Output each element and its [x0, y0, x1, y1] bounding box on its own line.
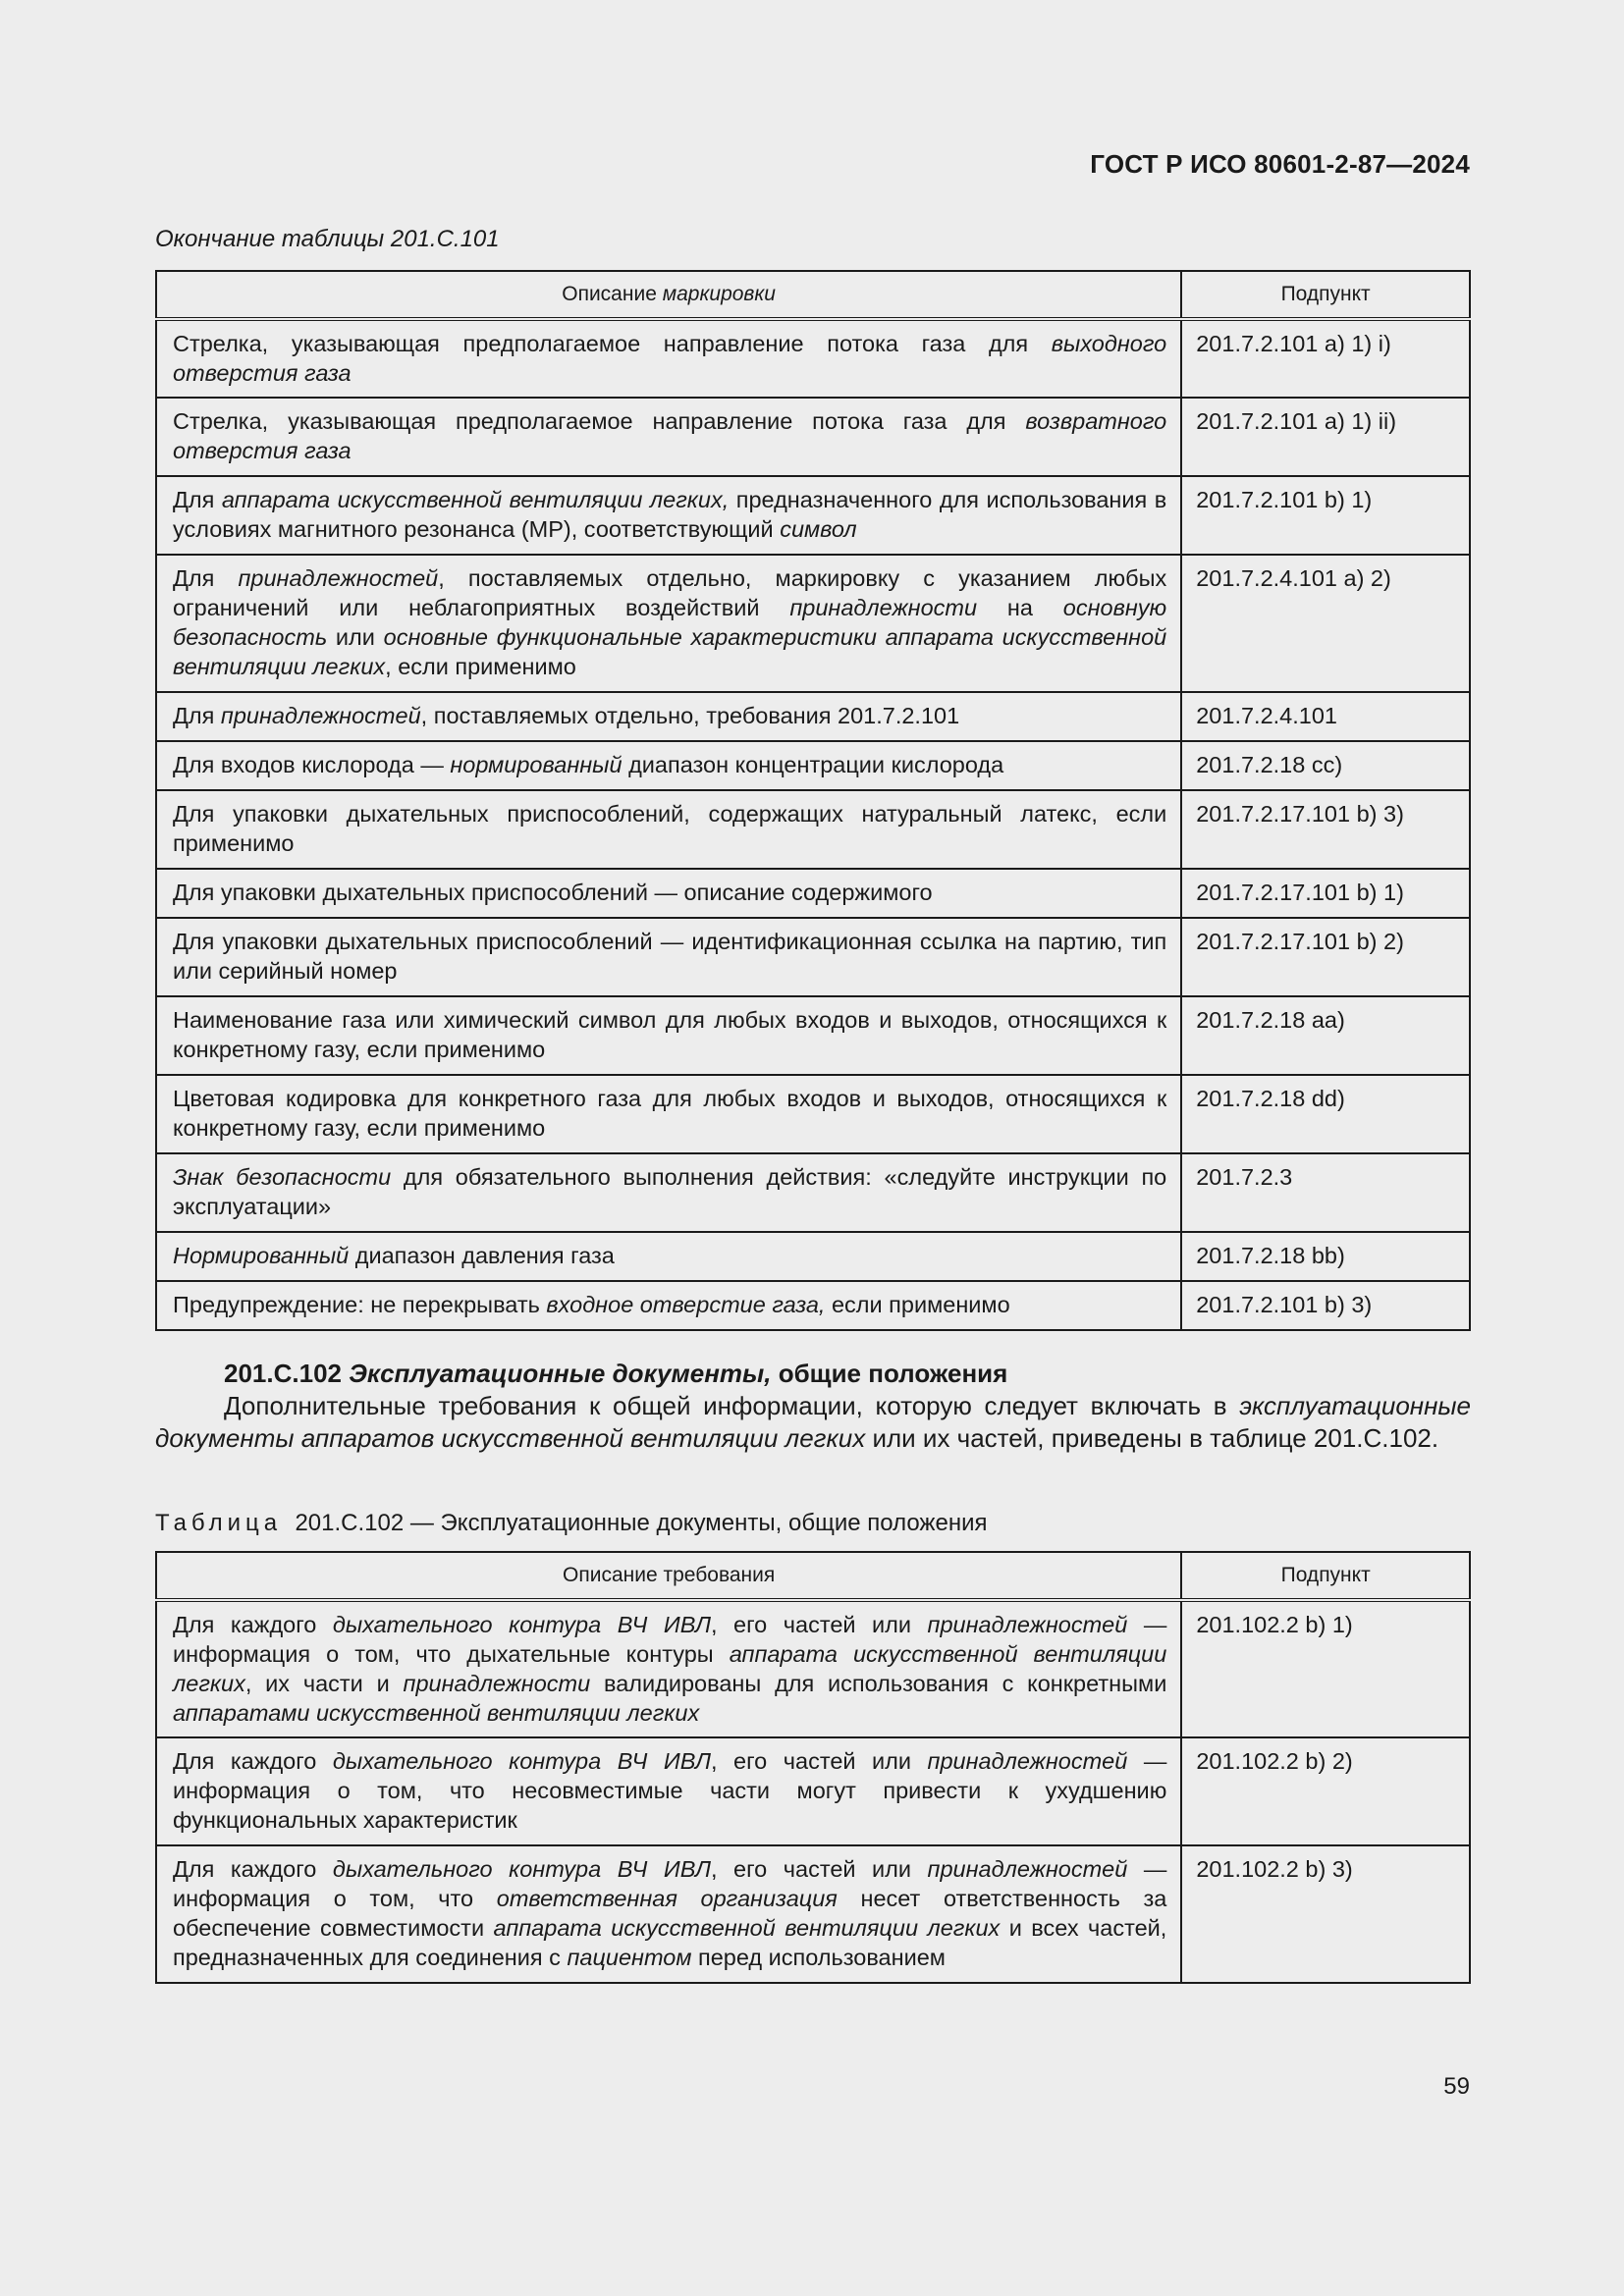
- table-continuation-title: Окончание таблицы 201.С.101: [155, 226, 500, 252]
- section-201-c-102: [155, 1358, 1471, 1455]
- row-description: Для каждого дыхательного контура ВЧ ИВЛ, его частей или принадлежностей — информация о том, что несовместимые части могут привести к ухудшению функциональных характеристик: [156, 1737, 1181, 1845]
- column-header-description: Описание требования: [156, 1552, 1181, 1600]
- row-clause: 201.102.2 b) 1): [1181, 1600, 1470, 1737]
- operating-documents-table: [155, 1551, 1471, 1984]
- page-number: 59: [1443, 2073, 1470, 2100]
- column-header-clause: Подпункт: [1181, 271, 1470, 319]
- table-row: [156, 555, 1470, 692]
- marking-table: [155, 270, 1471, 1331]
- table-row: [156, 996, 1470, 1075]
- section-heading: 201.С.102 Эксплуатационные документы, общие положения: [224, 1359, 1008, 1388]
- table-caption: Таблица 201.С.102 — Эксплуатационные документы, общие положения: [155, 1510, 988, 1536]
- row-description: Для упаковки дыхательных приспособлений — идентификационная ссылка на партию, тип или серийный номер: [156, 918, 1181, 996]
- row-clause: 201.7.2.17.101 b) 3): [1181, 790, 1470, 869]
- row-description: Для каждого дыхательного контура ВЧ ИВЛ, его частей или принадлежностей — информация о том, что ответственная организация несет ответственность за обеспечение совместимости аппарата искусственной вентиляции легких и всех частей, предназначенных для соединения с пациентом перед использованием: [156, 1845, 1181, 1983]
- row-description: Для упаковки дыхательных приспособлений, содержащих натуральный латекс, если применимо: [156, 790, 1181, 869]
- row-clause: 201.7.2.3: [1181, 1153, 1470, 1232]
- row-clause: 201.102.2 b) 3): [1181, 1845, 1470, 1983]
- column-header-clause: Подпункт: [1181, 1552, 1470, 1600]
- row-description: Для принадлежностей, поставляемых отдельно, требования 201.7.2.101: [156, 692, 1181, 741]
- row-clause: 201.7.2.18 dd): [1181, 1075, 1470, 1153]
- row-description: Для каждого дыхательного контура ВЧ ИВЛ, его частей или принадлежностей — информация о том, что дыхательные контуры аппарата искусственной вентиляции легких, их части и принадлежности валидированы для использования с конкретными аппаратами искусственной вентиляции легких: [156, 1600, 1181, 1737]
- row-description: Цветовая кодировка для конкретного газа для любых входов и выходов, относящихся к конкретному газу, если применимо: [156, 1075, 1181, 1153]
- table-row: [156, 319, 1470, 398]
- row-clause: 201.7.2.101 b) 3): [1181, 1281, 1470, 1330]
- table-header-row: [156, 271, 1470, 319]
- table-row: [156, 1153, 1470, 1232]
- column-header-description: Описание маркировки: [156, 271, 1181, 319]
- table-row: [156, 1845, 1470, 1983]
- row-description: Для принадлежностей, поставляемых отдельно, маркировку с указанием любых ограничений или неблагоприятных воздействий принадлежности на основную безопасность или основные функциональные характеристики аппарата искусственной вентиляции легких, если применимо: [156, 555, 1181, 692]
- row-clause: 201.7.2.101 a) 1) i): [1181, 319, 1470, 398]
- row-clause: 201.7.2.18 aa): [1181, 996, 1470, 1075]
- row-clause: 201.7.2.18 cc): [1181, 741, 1470, 790]
- row-description: Знак безопасности для обязательного выполнения действия: «следуйте инструкции по эксплуатации»: [156, 1153, 1181, 1232]
- table-row: [156, 398, 1470, 476]
- table-row: [156, 1281, 1470, 1330]
- table-row: [156, 918, 1470, 996]
- standard-code: ГОСТ Р ИСО 80601-2-87—2024: [1090, 149, 1470, 179]
- row-description: Для упаковки дыхательных приспособлений — описание содержимого: [156, 869, 1181, 918]
- row-description: Предупреждение: не перекрывать входное отверстие газа, если применимо: [156, 1281, 1181, 1330]
- row-description: Стрелка, указывающая предполагаемое направление потока газа для возвратного отверстия газа: [156, 398, 1181, 476]
- table-row: [156, 790, 1470, 869]
- row-description: Для аппарата искусственной вентиляции легких, предназначенного для использования в условиях магнитного резонанса (MP), соответствующий символ: [156, 476, 1181, 555]
- row-clause: 201.102.2 b) 2): [1181, 1737, 1470, 1845]
- row-clause: 201.7.2.101 b) 1): [1181, 476, 1470, 555]
- table-row: [156, 476, 1470, 555]
- row-description: Нормированный диапазон давления газа: [156, 1232, 1181, 1281]
- row-description: Наименование газа или химический символ для любых входов и выходов, относящихся к конкретному газу, если применимо: [156, 996, 1181, 1075]
- row-clause: 201.7.2.4.101: [1181, 692, 1470, 741]
- table-row: [156, 1737, 1470, 1845]
- table-row: [156, 741, 1470, 790]
- table-row: [156, 1232, 1470, 1281]
- table-row: [156, 1075, 1470, 1153]
- table-row: [156, 1600, 1470, 1737]
- table-row: [156, 692, 1470, 741]
- row-description: Для входов кислорода — нормированный диапазон концентрации кислорода: [156, 741, 1181, 790]
- row-description: Стрелка, указывающая предполагаемое направление потока газа для выходного отверстия газа: [156, 319, 1181, 398]
- table-header-row: [156, 1552, 1470, 1600]
- row-clause: 201.7.2.101 a) 1) ii): [1181, 398, 1470, 476]
- table-row: [156, 869, 1470, 918]
- row-clause: 201.7.2.18 bb): [1181, 1232, 1470, 1281]
- section-paragraph: Дополнительные требования к общей информации, которую следует включать в эксплуатационные документы аппаратов искусственной вентиляции легких или их частей, приведены в таблице 201.С.102.: [155, 1391, 1471, 1453]
- row-clause: 201.7.2.4.101 a) 2): [1181, 555, 1470, 692]
- row-clause: 201.7.2.17.101 b) 2): [1181, 918, 1470, 996]
- row-clause: 201.7.2.17.101 b) 1): [1181, 869, 1470, 918]
